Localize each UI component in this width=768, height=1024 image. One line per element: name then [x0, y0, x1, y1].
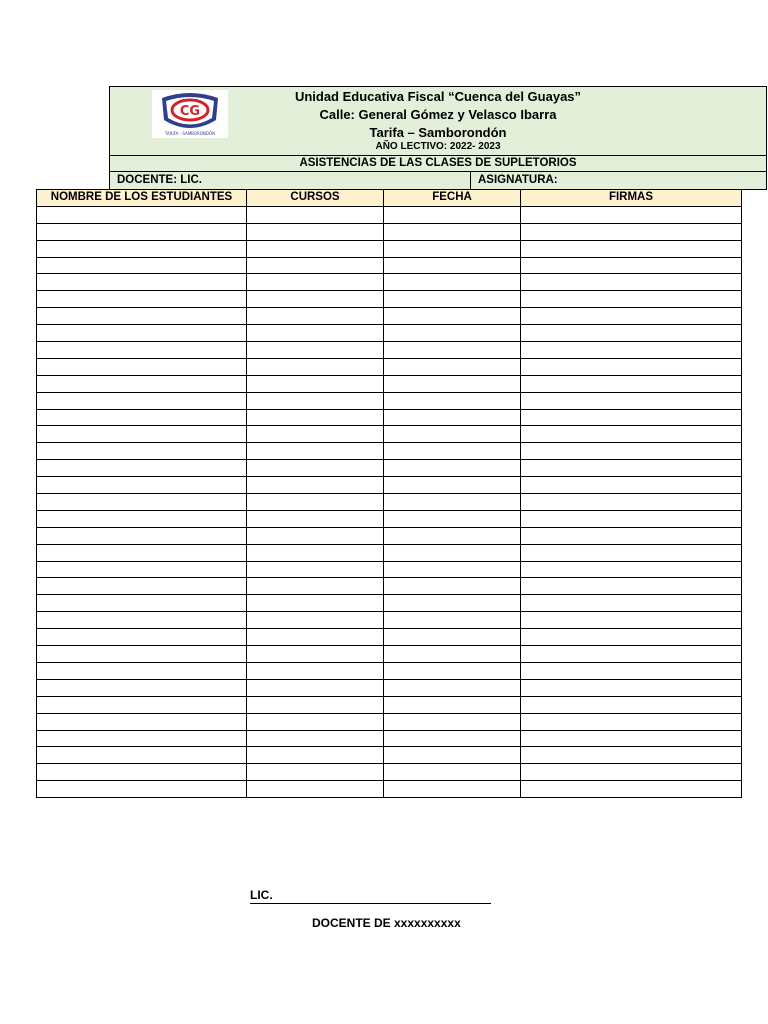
- signature-label: LIC.: [250, 888, 273, 902]
- table-row: [37, 358, 742, 375]
- course-cell[interactable]: [247, 477, 384, 494]
- table-row: [37, 781, 742, 798]
- table-row: [37, 206, 742, 223]
- student-name-cell[interactable]: [37, 358, 247, 375]
- student-name-cell[interactable]: [37, 510, 247, 527]
- signature-cell[interactable]: [521, 308, 742, 325]
- course-cell[interactable]: [247, 527, 384, 544]
- table-row: [37, 477, 742, 494]
- student-name-cell[interactable]: [37, 612, 247, 629]
- student-name-cell[interactable]: [37, 629, 247, 646]
- student-name-cell[interactable]: [37, 460, 247, 477]
- table-row: [37, 696, 742, 713]
- teacher-label: DOCENTE: LIC.: [117, 174, 202, 186]
- form-header: [109, 86, 767, 190]
- table-row: [37, 527, 742, 544]
- date-cell[interactable]: [384, 662, 521, 679]
- signature-cell[interactable]: [521, 392, 742, 409]
- student-name-cell[interactable]: [37, 257, 247, 274]
- course-cell[interactable]: [247, 544, 384, 561]
- date-cell[interactable]: [384, 223, 521, 240]
- signature-cell[interactable]: [521, 358, 742, 375]
- signature-cell[interactable]: [521, 510, 742, 527]
- signature-cell[interactable]: [521, 781, 742, 798]
- table-header-row: [37, 190, 742, 207]
- table-row: [37, 375, 742, 392]
- date-cell[interactable]: [384, 206, 521, 223]
- column-header-students: NOMBRE DE LOS ESTUDIANTES: [37, 190, 247, 207]
- school-year: AÑO LECTIVO: 2022- 2023: [375, 141, 501, 152]
- signature-cell[interactable]: [521, 494, 742, 511]
- course-cell[interactable]: [247, 578, 384, 595]
- student-name-cell[interactable]: [37, 443, 247, 460]
- date-cell[interactable]: [384, 291, 521, 308]
- date-cell[interactable]: [384, 679, 521, 696]
- course-cell[interactable]: [247, 325, 384, 342]
- student-name-cell[interactable]: [37, 240, 247, 257]
- table-row: [37, 308, 742, 325]
- student-name-cell[interactable]: [37, 426, 247, 443]
- course-cell[interactable]: [247, 764, 384, 781]
- course-cell[interactable]: [247, 392, 384, 409]
- date-cell[interactable]: [384, 747, 521, 764]
- student-name-cell[interactable]: [37, 781, 247, 798]
- signature-cell[interactable]: [521, 257, 742, 274]
- school-name: Unidad Educativa Fiscal “Cuenca del Guayas”: [294, 89, 582, 104]
- signature-cell[interactable]: [521, 561, 742, 578]
- table-row: [37, 494, 742, 511]
- signature-cell[interactable]: [521, 595, 742, 612]
- school-location: Tarifa – Samborondón: [369, 125, 507, 140]
- student-name-cell[interactable]: [37, 291, 247, 308]
- student-name-cell[interactable]: [37, 713, 247, 730]
- date-cell[interactable]: [384, 392, 521, 409]
- signature-cell[interactable]: [521, 342, 742, 359]
- student-name-cell[interactable]: [37, 561, 247, 578]
- student-name-cell[interactable]: [37, 544, 247, 561]
- svg-text:CG: CG: [179, 104, 201, 119]
- table-row: [37, 426, 742, 443]
- student-name-cell[interactable]: [37, 747, 247, 764]
- form-title: ASISTENCIAS DE LAS CLASES DE SUPLETORIOS: [110, 155, 766, 172]
- signature-cell[interactable]: [521, 409, 742, 426]
- column-header-date: FECHA: [384, 190, 521, 207]
- table-row: [37, 730, 742, 747]
- signature-cell[interactable]: [521, 629, 742, 646]
- signature-cell[interactable]: [521, 578, 742, 595]
- date-cell[interactable]: [384, 257, 521, 274]
- table-row: [37, 223, 742, 240]
- course-cell[interactable]: [247, 679, 384, 696]
- column-header-signatures: FIRMAS: [521, 190, 742, 207]
- table-row: [37, 629, 742, 646]
- student-name-cell[interactable]: [37, 342, 247, 359]
- date-cell[interactable]: [384, 527, 521, 544]
- signature-cell[interactable]: [521, 291, 742, 308]
- table-row: [37, 342, 742, 359]
- course-cell[interactable]: [247, 696, 384, 713]
- table-row: [37, 443, 742, 460]
- date-cell[interactable]: [384, 612, 521, 629]
- signature-cell[interactable]: [521, 375, 742, 392]
- signature-cell[interactable]: [521, 477, 742, 494]
- date-cell[interactable]: [384, 764, 521, 781]
- course-cell[interactable]: [247, 595, 384, 612]
- teacher-row: [110, 172, 766, 189]
- student-name-cell[interactable]: [37, 679, 247, 696]
- table-row: [37, 409, 742, 426]
- signature-cell[interactable]: [521, 646, 742, 663]
- student-name-cell[interactable]: [37, 308, 247, 325]
- date-cell[interactable]: [384, 308, 521, 325]
- table-row: [37, 764, 742, 781]
- course-cell[interactable]: [247, 443, 384, 460]
- student-name-cell[interactable]: [37, 274, 247, 291]
- date-cell[interactable]: [384, 561, 521, 578]
- table-row: [37, 612, 742, 629]
- signature-cell[interactable]: [521, 240, 742, 257]
- table-row: [37, 544, 742, 561]
- course-cell[interactable]: [247, 612, 384, 629]
- course-cell[interactable]: [247, 510, 384, 527]
- course-cell[interactable]: [247, 730, 384, 747]
- course-cell[interactable]: [247, 646, 384, 663]
- signature-cell[interactable]: [521, 223, 742, 240]
- course-cell[interactable]: [247, 409, 384, 426]
- date-cell[interactable]: [384, 375, 521, 392]
- student-name-cell[interactable]: [37, 646, 247, 663]
- signature-cell[interactable]: [521, 679, 742, 696]
- date-cell[interactable]: [384, 494, 521, 511]
- student-name-cell[interactable]: [37, 578, 247, 595]
- signature-cell[interactable]: [521, 662, 742, 679]
- table-row: [37, 274, 742, 291]
- date-cell[interactable]: [384, 629, 521, 646]
- table-row: [37, 646, 742, 663]
- student-name-cell[interactable]: [37, 223, 247, 240]
- table-row: [37, 747, 742, 764]
- course-cell[interactable]: [247, 713, 384, 730]
- course-cell[interactable]: [247, 662, 384, 679]
- date-cell[interactable]: [384, 781, 521, 798]
- course-cell[interactable]: [247, 747, 384, 764]
- date-cell[interactable]: [384, 544, 521, 561]
- date-cell[interactable]: [384, 460, 521, 477]
- date-cell[interactable]: [384, 713, 521, 730]
- date-cell[interactable]: [384, 510, 521, 527]
- table-row: [37, 240, 742, 257]
- table-row: [37, 291, 742, 308]
- signature-cell[interactable]: [521, 325, 742, 342]
- course-cell[interactable]: [247, 274, 384, 291]
- date-cell[interactable]: [384, 443, 521, 460]
- signature-cell[interactable]: [521, 206, 742, 223]
- table-row: [37, 257, 742, 274]
- course-cell[interactable]: [247, 426, 384, 443]
- course-cell[interactable]: [247, 375, 384, 392]
- date-cell[interactable]: [384, 240, 521, 257]
- student-name-cell[interactable]: [37, 392, 247, 409]
- date-cell[interactable]: [384, 595, 521, 612]
- school-street: Calle: General Gómez y Velasco Ibarra: [319, 107, 557, 122]
- table-row: [37, 510, 742, 527]
- signature-cell[interactable]: [521, 443, 742, 460]
- date-cell[interactable]: [384, 325, 521, 342]
- student-name-cell[interactable]: [37, 477, 247, 494]
- date-cell[interactable]: [384, 646, 521, 663]
- signature-caption: DOCENTE DE xxxxxxxxxx: [312, 916, 461, 930]
- signature-cell[interactable]: [521, 426, 742, 443]
- table-row: [37, 679, 742, 696]
- course-cell[interactable]: [247, 781, 384, 798]
- table-row: [37, 460, 742, 477]
- course-cell[interactable]: [247, 342, 384, 359]
- signature-line: [250, 888, 491, 904]
- signature-cell[interactable]: [521, 612, 742, 629]
- student-name-cell[interactable]: [37, 206, 247, 223]
- signature-cell[interactable]: [521, 274, 742, 291]
- table-row: [37, 662, 742, 679]
- signature-cell[interactable]: [521, 544, 742, 561]
- course-cell[interactable]: [247, 629, 384, 646]
- course-cell[interactable]: [247, 206, 384, 223]
- course-cell[interactable]: [247, 358, 384, 375]
- date-cell[interactable]: [384, 274, 521, 291]
- course-cell[interactable]: [247, 460, 384, 477]
- student-name-cell[interactable]: [37, 409, 247, 426]
- attendance-table: [36, 189, 742, 798]
- student-name-cell[interactable]: [37, 696, 247, 713]
- svg-text:TARIFA - SAMBORONDÓN: TARIFA - SAMBORONDÓN: [164, 131, 216, 136]
- table-row: [37, 561, 742, 578]
- student-name-cell[interactable]: [37, 662, 247, 679]
- date-cell[interactable]: [384, 730, 521, 747]
- date-cell[interactable]: [384, 358, 521, 375]
- signature-cell[interactable]: [521, 696, 742, 713]
- table-row: [37, 325, 742, 342]
- date-cell[interactable]: [384, 696, 521, 713]
- signature-cell[interactable]: [521, 460, 742, 477]
- course-cell[interactable]: [247, 223, 384, 240]
- student-name-cell[interactable]: [37, 730, 247, 747]
- date-cell[interactable]: [384, 477, 521, 494]
- student-name-cell[interactable]: [37, 595, 247, 612]
- course-cell[interactable]: [247, 494, 384, 511]
- subject-label: ASIGNATURA:: [470, 172, 558, 189]
- student-name-cell[interactable]: [37, 325, 247, 342]
- table-row: [37, 578, 742, 595]
- student-name-cell[interactable]: [37, 375, 247, 392]
- column-header-courses: CURSOS: [247, 190, 384, 207]
- attendance-rows: [37, 206, 742, 797]
- signature-cell[interactable]: [521, 713, 742, 730]
- table-row: [37, 713, 742, 730]
- date-cell[interactable]: [384, 342, 521, 359]
- course-cell[interactable]: [247, 561, 384, 578]
- student-name-cell[interactable]: [37, 494, 247, 511]
- table-row: [37, 595, 742, 612]
- student-name-cell[interactable]: [37, 764, 247, 781]
- date-cell[interactable]: [384, 426, 521, 443]
- signature-cell[interactable]: [521, 764, 742, 781]
- table-row: [37, 392, 742, 409]
- course-cell[interactable]: [247, 240, 384, 257]
- course-cell[interactable]: [247, 291, 384, 308]
- date-cell[interactable]: [384, 578, 521, 595]
- signature-cell[interactable]: [521, 527, 742, 544]
- course-cell[interactable]: [247, 308, 384, 325]
- signature-cell[interactable]: [521, 747, 742, 764]
- student-name-cell[interactable]: [37, 527, 247, 544]
- course-cell[interactable]: [247, 257, 384, 274]
- date-cell[interactable]: [384, 409, 521, 426]
- signature-cell[interactable]: [521, 730, 742, 747]
